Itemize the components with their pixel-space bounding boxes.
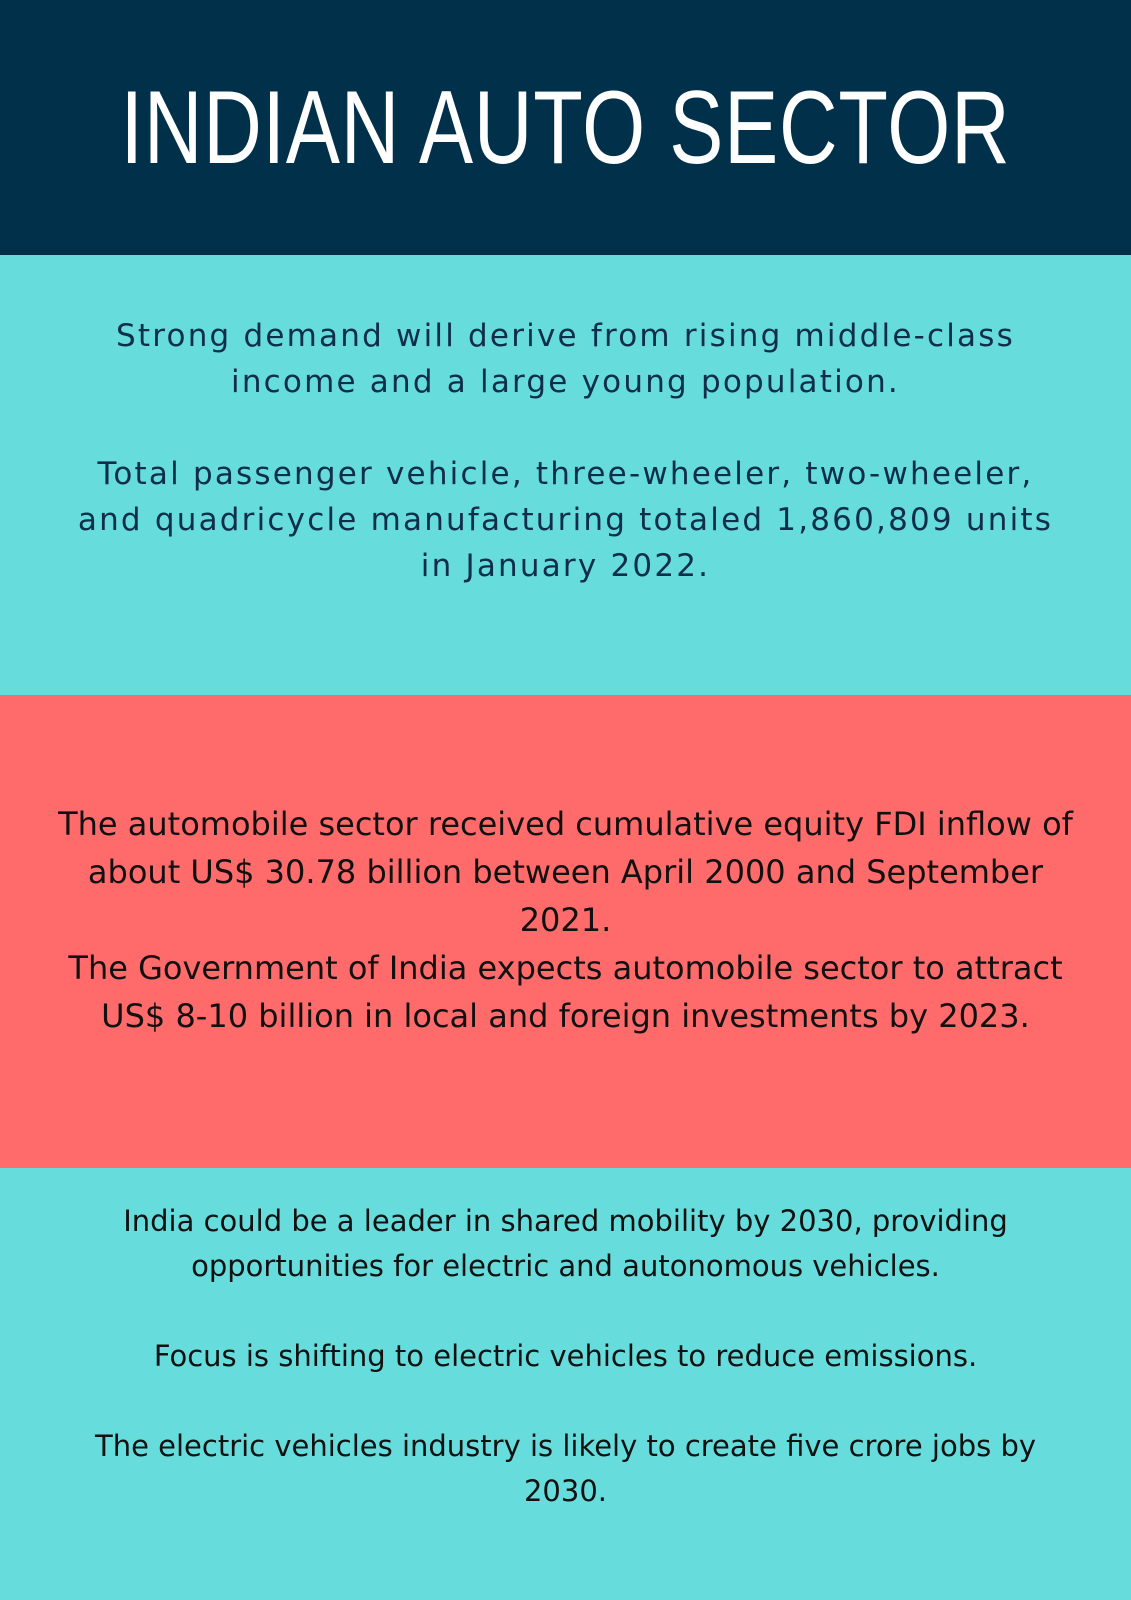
manufacturing-paragraph: Total passenger vehicle, three-wheeler, two-wheeler, and quadricycle manufacturing totaled 1,860,809 units in January 2022. [77,456,1054,584]
ev-jobs-paragraph: The electric vehicles industry is likely to create five crore jobs by 2030. [94,1429,1037,1508]
government-investment-paragraph: The Government of India expects automobile sector to attract US$ 8-10 billion in local and foreign investments by 2023. [68,949,1063,1035]
electric-focus-paragraph: Focus is shifting to electric vehicles to reduce emissions. [153,1339,978,1373]
demand-section [0,255,1131,695]
demand-paragraph: Strong demand will derive from rising middle-class income and a large young population. [116,318,1015,400]
shared-mobility-paragraph: India could be a leader in shared mobility by 2030, providing opportunities for electric and autonomous vehicles. [123,1204,1008,1283]
header-banner [0,0,1131,255]
future-section [0,1168,1131,1600]
fdi-paragraph: The automobile sector received cumulative equity FDI inflow of about US$ 30.78 billion between April 2000 and September 2021. [58,805,1073,939]
page-title: INDIAN AUTO SECTOR [120,69,1011,186]
investment-section [0,695,1131,1168]
